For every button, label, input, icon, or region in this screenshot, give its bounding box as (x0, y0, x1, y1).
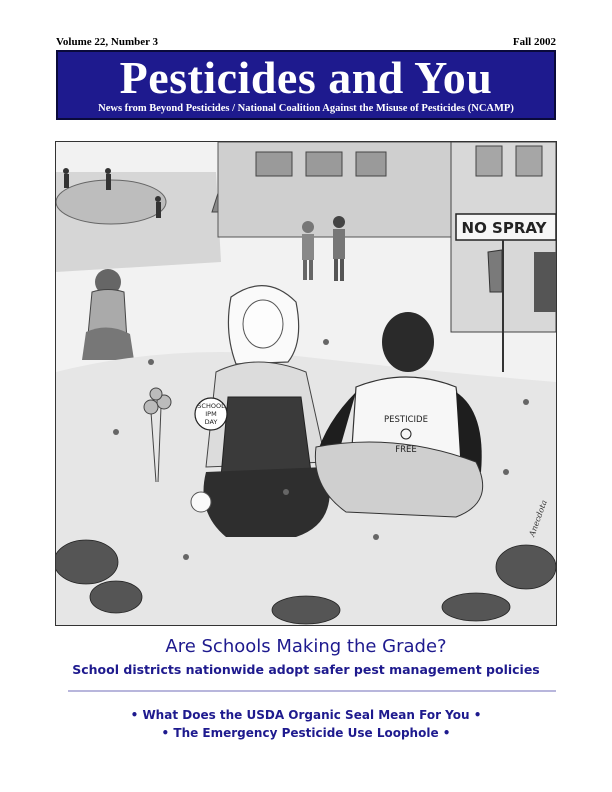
issue-info (56, 36, 556, 50)
svg-text:SCHOOL: SCHOOL (197, 402, 225, 410)
no-spray-sign (456, 214, 556, 240)
divider (68, 690, 556, 692)
masthead-title: Pesticides and You (119, 52, 493, 103)
masthead-subtitle: News from Beyond Pesticides / National Coalition Against the Misuse of Pesticides (NCAMP) (98, 103, 514, 114)
teaser-organic-seal: • What Does the USDA Organic Seal Mean For You • (130, 708, 482, 722)
artist-signature: Anecdota (527, 498, 549, 538)
issue-volume: Volume 22, Number 3 (56, 36, 159, 48)
flag (488, 250, 502, 292)
masthead (56, 50, 556, 120)
cover-subheadline: School districts nationwide adopt safer pest management policies (72, 662, 540, 677)
cover-drawing (56, 142, 556, 625)
teaser-emergency-loophole: • The Emergency Pesticide Use Loophole • (161, 726, 451, 740)
cover-headline: Are Schools Making the Grade? (165, 636, 447, 657)
issue-season: Fall 2002 (512, 36, 556, 48)
school-door (534, 252, 556, 312)
school-ipm-button (195, 398, 227, 430)
svg-text:PESTICIDE: PESTICIDE (384, 415, 428, 425)
cover-illustration (55, 141, 557, 626)
svg-text:IPM: IPM (205, 410, 217, 418)
svg-text:DAY: DAY (204, 418, 218, 426)
svg-text:FREE: FREE (395, 445, 417, 455)
building-windows (256, 152, 386, 176)
svg-text:NO SPRAY: NO SPRAY (461, 219, 547, 237)
